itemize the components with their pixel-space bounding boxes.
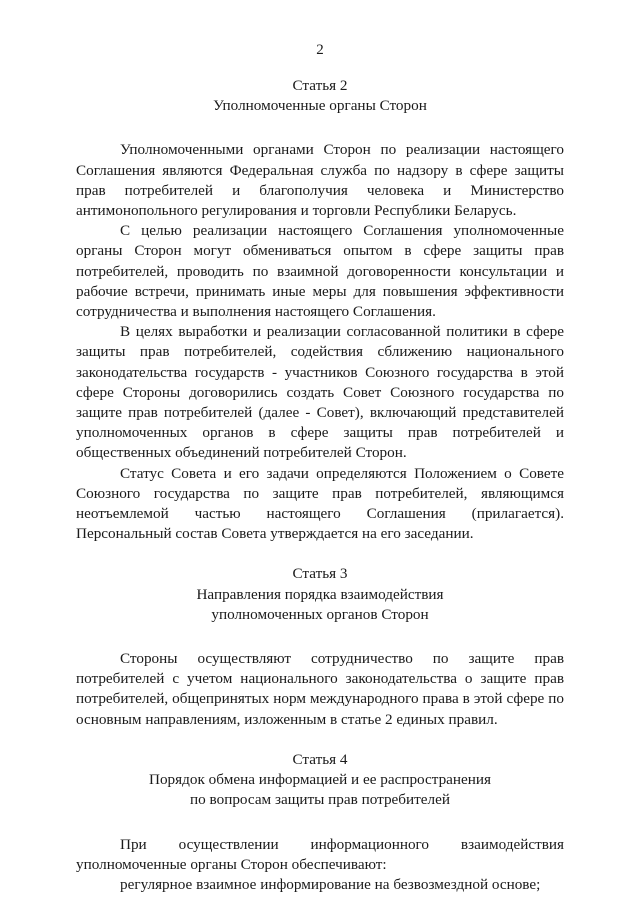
- paragraph: С целью реализации настоящего Соглашения уполномоченные органы Сторон могут обмениваться опытом в сфере защиты прав потребителей, проводить по взаимной договоренности консультации и рабочие встречи, принимать иные меры для повышения эффективности сотрудничества и выполнения настоящего Соглашения.: [76, 222, 564, 321]
- paragraph: Уполномоченными органами Сторон по реализации настоящего Соглашения являются Федеральная служба по надзору в сфере защиты прав потребителей и благополучия человека и Министерство антимонопольного регулирования и торговли Республики Беларусь.: [76, 141, 564, 220]
- article-title: Уполномоченные органы Сторон: [213, 97, 427, 115]
- page-number: 2: [316, 42, 324, 58]
- article-heading: [76, 564, 564, 625]
- article-number: Статья 4: [292, 750, 348, 768]
- paragraph: Статус Совета и его задачи определяются Положением о Совете Союзного государства по защите прав потребителей, являющимся неотъемлемой частью настоящего Соглашения (прилагается). Персональный состав Совета утверждается на его заседании.: [76, 464, 564, 543]
- paragraph: При осуществлении информационного взаимодействия уполномоченные органы Сторон обеспечивают:: [76, 835, 564, 873]
- article-heading: [76, 750, 564, 811]
- paragraph: В целях выработки и реализации согласованной политики в сфере защиты прав потребителей, содействия сближению национального законодательства государств - участников Союзного государства в этой сфере Стороны договорились создать Совет Союзного государства по защите прав потребителей (далее - Совет), включающий представителей уполномоченных органов в сфере защиты прав потребителей и общественных объединений потребителей Сторон.: [76, 323, 564, 462]
- document-body: [76, 76, 564, 895]
- article-number: Статья 2: [292, 77, 348, 94]
- article-title: Порядок обмена информацией и ее распространения: [148, 771, 492, 789]
- article-title: по вопросам защиты прав потребителей: [190, 791, 450, 809]
- article-number: Статья 3: [292, 565, 348, 583]
- paragraph: Стороны осуществляют сотрудничество по защите прав потребителей с учетом национального законодательства о защите прав потребителей, общепринятых норм международного права в этой сфере по основным направлениям, изложенным в статье 2 единых правил.: [76, 650, 564, 728]
- paragraph: регулярное взаимное информирование на безвозмездной основе;: [120, 875, 541, 893]
- article-heading: [76, 76, 564, 116]
- article-title: Направления порядка взаимодействия: [196, 585, 444, 603]
- article-title: уполномоченных органов Сторон: [211, 605, 429, 623]
